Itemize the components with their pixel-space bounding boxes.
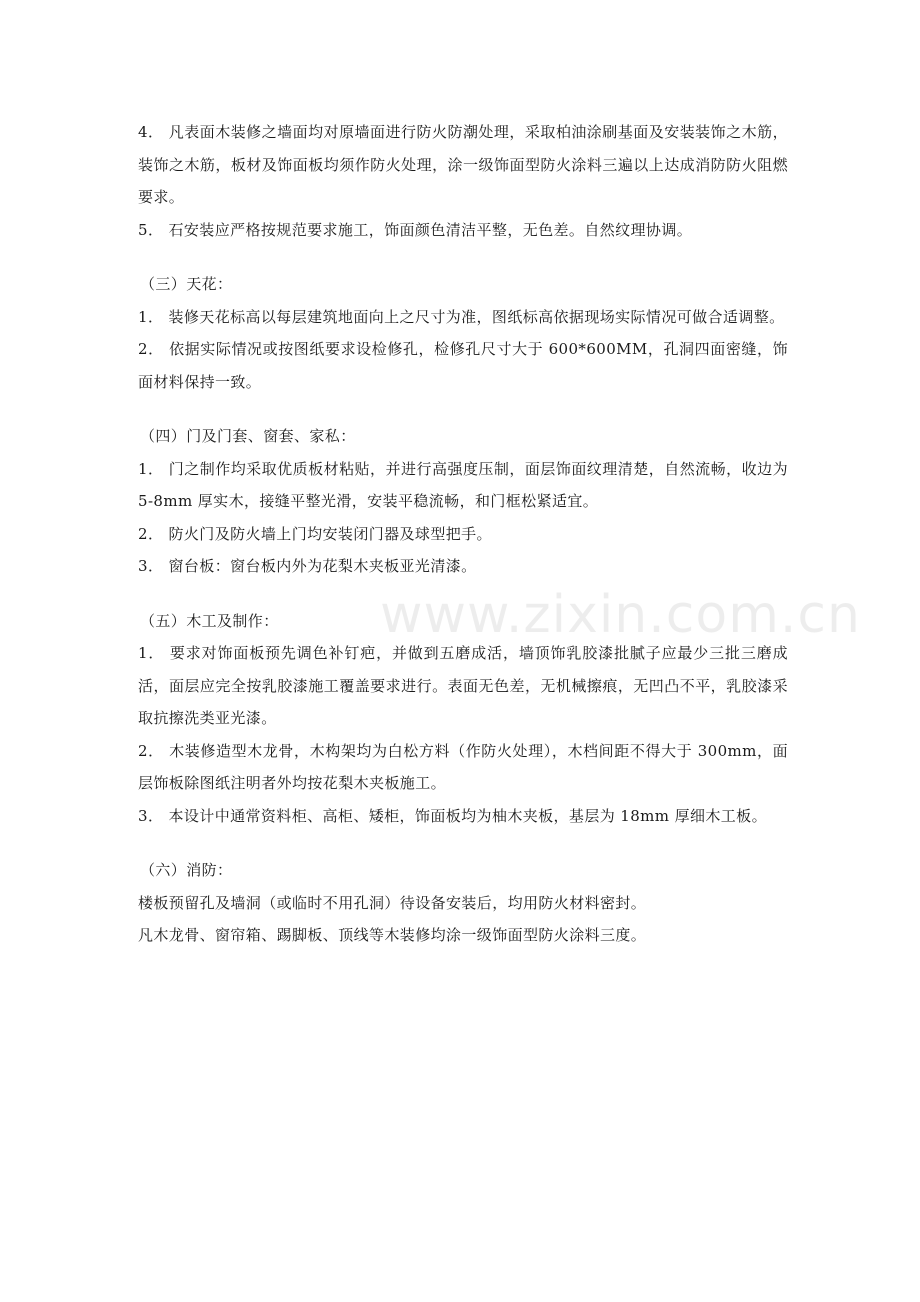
woodwork-item-3: 3． 本设计中通常资料柜、高柜、矮柜，饰面板均为柚木夹板，基层为 18mm 厚细木工板。 bbox=[138, 806, 767, 825]
section-fire-heading: （六）消防： bbox=[140, 861, 233, 879]
woodwork-item-2: 2． 木装修造型木龙骨，木构架均为白松方料（作防火处理），木档间距不得大于 300mm，面层饰板除图纸注明者外均按花梨木夹板施工。 bbox=[138, 741, 788, 792]
doors-item-1: 1． 门之制作均采取优质板材粘贴，并进行高强度压制，面层饰面纹理清楚，自然流畅，收边为 5-8mm 厚实木，接缝平整光滑，安装平稳流畅，和门框松紧适宜。 bbox=[138, 459, 788, 510]
section-ceiling-heading: （三）天花： bbox=[140, 275, 233, 293]
watermark: www.zixin.com.cn bbox=[380, 585, 861, 645]
section-woodwork-heading: （五）木工及制作： bbox=[140, 611, 279, 630]
doors-item-3: 3． 窗台板：窗台板内外为花梨木夹板亚光清漆。 bbox=[138, 557, 477, 575]
ceiling-item-2: 2． 依据实际情况或按图纸要求设检修孔，检修孔尺寸大于 600*600MM，孔洞四面密缝，饰面材料保持一致。 bbox=[138, 340, 788, 391]
fire-para-1: 楼板预留孔及墙洞（或临时不用孔洞）待设备安装后，均用防火材料密封。 bbox=[138, 893, 647, 912]
fire-para-2: 凡木龙骨、窗帘箱、踢脚板、顶线等木装修均涂一级饰面型防火涂料三度。 bbox=[138, 926, 647, 944]
document-body bbox=[138, 116, 788, 952]
section-doors-heading: （四）门及门套、窗套、家私： bbox=[140, 427, 356, 445]
item-4-wall-fireproofing: 4． 凡表面木装修之墙面均对原墙面进行防火防潮处理，采取柏油涂刷基面及安装装饰之木筋，装饰之木筋，板材及饰面板均须作防火处理，涂一级饰面型防火涂料三遍以上达成消防防火阻燃要求。 bbox=[138, 123, 788, 206]
doors-item-2: 2． 防火门及防火墙上门均安装闭门器及球型把手。 bbox=[138, 524, 492, 543]
ceiling-item-1: 1． 装修天花标高以每层建筑地面向上之尺寸为准，图纸标高依据现场实际情况可做合适调整。 bbox=[138, 307, 785, 326]
item-5-stone-installation: 5． 石安装应严格按规范要求施工，饰面颜色清洁平整，无色差。自然纹理协调。 bbox=[138, 220, 693, 239]
woodwork-item-1: 1． 要求对饰面板预先调色补钉疤，并做到五磨成活，墙顶饰乳胶漆批腻子应最少三批三磨成活，面层应完全按乳胶漆施工覆盖要求进行。表面无色差，无机械擦痕，无凹凸不平，乳胶漆采取抗擦洗类亚光漆。 bbox=[138, 644, 788, 727]
